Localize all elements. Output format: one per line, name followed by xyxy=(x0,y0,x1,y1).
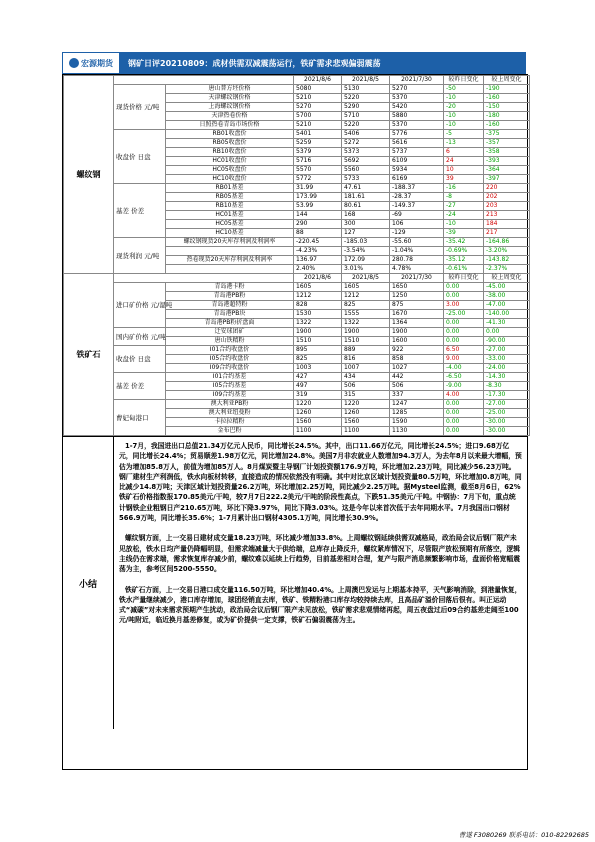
cell-value: 5370 xyxy=(390,94,444,103)
cell-value: 220 xyxy=(484,184,530,193)
cell-value: 5710 xyxy=(342,112,390,121)
date-header: 2021/8/5 xyxy=(342,76,390,85)
cell-value: -25.00 xyxy=(484,409,530,418)
cell-value: 203 xyxy=(484,202,530,211)
cell-value: 5272 xyxy=(342,139,390,148)
cell-value: -9.00 xyxy=(444,382,484,391)
row-name: 青岛港PB块 xyxy=(166,310,294,319)
row-name: 唐山普方坯价格 xyxy=(166,85,294,94)
table-row xyxy=(64,373,530,382)
cell-value: -45.00 xyxy=(484,283,530,292)
cell-value: -50 xyxy=(444,85,484,94)
row-name: 青岛港卡粉 xyxy=(166,283,294,292)
cell-value: 88 xyxy=(294,229,342,238)
cell-value: 1364 xyxy=(390,319,444,328)
cell-value: 5570 xyxy=(294,166,342,175)
table-row xyxy=(64,238,530,247)
row-name: I09合约基差 xyxy=(166,391,294,400)
table-row xyxy=(64,328,530,337)
row-name xyxy=(166,265,294,274)
cell-value: 0.00 xyxy=(444,292,484,301)
cell-value: 106 xyxy=(390,220,444,229)
cell-value: -190 xyxy=(484,85,530,94)
cell-value: 427 xyxy=(294,373,342,382)
cell-value: 1605 xyxy=(342,283,390,292)
table-row xyxy=(64,130,530,139)
cell-value: 290 xyxy=(294,220,342,229)
cell-value: 1650 xyxy=(390,283,444,292)
group-label: 基差 价差 xyxy=(114,184,166,238)
cell-value: 816 xyxy=(342,355,390,364)
cell-value: 1322 xyxy=(294,319,342,328)
cell-value: -4.00 xyxy=(444,364,484,373)
cell-value: 217 xyxy=(484,229,530,238)
cell-value: -69 xyxy=(390,211,444,220)
cell-value: -10 xyxy=(444,220,484,229)
cell-value: 0.00 xyxy=(444,427,484,436)
date-header: 较上周变化 xyxy=(484,76,530,85)
cell-value: -143.82 xyxy=(484,256,530,265)
cell-value: -28.37 xyxy=(390,193,444,202)
cell-value: 1900 xyxy=(294,328,342,337)
cell-value: -38.00 xyxy=(484,292,530,301)
row-name: 澳大利亚纽曼粉 xyxy=(166,409,294,418)
date-header: 较昨日变化 xyxy=(444,274,484,283)
row-name: 日照热卷青岛市场价格 xyxy=(166,121,294,130)
cell-value: 1212 xyxy=(342,292,390,301)
cell-value: -55.60 xyxy=(390,238,444,247)
header-blank xyxy=(114,76,294,85)
cell-value: 1600 xyxy=(390,337,444,346)
cell-value: -149.37 xyxy=(390,202,444,211)
row-name: 青岛港PB粉 xyxy=(166,292,294,301)
cell-value: 5420 xyxy=(390,103,444,112)
cell-value: -27 xyxy=(444,202,484,211)
cell-value: 5776 xyxy=(390,130,444,139)
cell-value: 39 xyxy=(444,175,484,184)
cell-value: 144 xyxy=(294,211,342,220)
footer-contact: 曹遂 F3080269 联系电话：010-82292685 xyxy=(458,831,589,839)
row-name: 金布巴粉 xyxy=(166,427,294,436)
cell-value: -2.37% xyxy=(484,265,530,274)
row-name: I09合约收盘价 xyxy=(166,364,294,373)
price-table xyxy=(63,75,530,436)
date-header: 2021/7/30 xyxy=(390,274,444,283)
row-name: 螺纹钢现货20天库存利润及利润率 xyxy=(166,238,294,247)
cell-value: -8 xyxy=(444,193,484,202)
cell-value: 5692 xyxy=(342,157,390,166)
cell-value: 5616 xyxy=(390,139,444,148)
cell-value: 5560 xyxy=(342,166,390,175)
group-label: 曹妃甸港口 xyxy=(114,400,166,436)
cell-value: 3.01% xyxy=(342,265,390,274)
row-name: 卡拉拉精粉 xyxy=(166,418,294,427)
cell-value: -188.37 xyxy=(390,184,444,193)
cell-value: 1100 xyxy=(342,427,390,436)
row-name: RB10基差 xyxy=(166,202,294,211)
cell-value: 202 xyxy=(484,193,530,202)
cell-value: 181.61 xyxy=(342,193,390,202)
cell-value: -30.00 xyxy=(484,427,530,436)
cell-value: -150 xyxy=(484,103,530,112)
cell-value: 0.00 xyxy=(444,337,484,346)
cell-value: 434 xyxy=(342,373,390,382)
cell-value: -1.04% xyxy=(390,247,444,256)
cell-value: 5379 xyxy=(294,148,342,157)
cell-value: 1007 xyxy=(342,364,390,373)
cell-value: -35.12 xyxy=(444,256,484,265)
cell-value: 300 xyxy=(342,220,390,229)
cell-value: 895 xyxy=(294,346,342,355)
summary-paragraph-macro: 1-7月，我国进出口总值21.34万亿元人民币，同比增长24.5%。其中，出口11.66万亿元，同比增长24.5%；进口9.68万亿元，同比增长24.4%；贸易顺差1.98万亿元，同比增加24.8%。美国7月非农就业人数增加94.3万人，为去年8月以来最大增幅，预估为增加85.8万人，前值为增加85万人。8月煤炭暨主导钢厂计划投资额176.9万吨，环比增加2.23万吨，同比减少56.23万吨。钢厂建材生产利润低，铁水向板材转移，直接造成的情况依然没有明确。其中对比京区域计划投资量80.5万吨，环比增加0.8万吨，同比减少14.8万吨；天津区域计划投资量26.2万吨，环比增加2.25万吨，同比减少2.25万吨。据Mysteel监测，截至8月6日，62%铁矿石价格指数报170.85美元/干吨，较7月7日222.2美元/干吨的阶段性高点，下跌51.35美元/干吨。中钢协：7月下旬，重点统计钢铁企业粗钢日产210.65万吨，环比下降3.97%，同比下降3.03%。这是今年以来首次低于去年同期水平。7月我国出口钢材566.9万吨，同比增长35.6%；1-7月累计出口钢材4305.1万吨，同比增长30.9%。 xyxy=(119,442,522,523)
cell-value: 173.99 xyxy=(294,193,342,202)
row-name: 天津热卷价格 xyxy=(166,112,294,121)
row-name: I01合约收盘价 xyxy=(166,346,294,355)
cell-value: -10 xyxy=(444,121,484,130)
cell-value: -160 xyxy=(484,121,530,130)
summary-paragraph-rebar: 螺纹钢方面，上一交易日建材成交量18.23万吨，环比减少增加33.8%。上周螺纹钢延续供需双减格局，政治局会议后钢厂限产未见放松，铁水日均产量仍降幅明显，但需求端减量大于供给端，总库存止降反升，螺纹紧库情况下，尽管限产放松预期有所落空，逻辑主线仍在需求端，需求恢复库存减少前，螺纹难以延续上行趋势，目前基差相对合理，复产与限产消息频繁影响市场，盘面价格宽幅震荡为主，参考区间5200-5550。 xyxy=(119,534,521,574)
table-row xyxy=(64,346,530,355)
cell-value: 6.50 xyxy=(444,346,484,355)
cell-value: -164.86 xyxy=(484,238,530,247)
cell-value: -33.00 xyxy=(484,355,530,364)
date-header-row xyxy=(64,274,530,283)
cell-value: 184 xyxy=(484,220,530,229)
cell-value: 1555 xyxy=(342,310,390,319)
cell-value: 0.00 xyxy=(444,328,484,337)
date-header: 2021/7/30 xyxy=(390,76,444,85)
cell-value: 5270 xyxy=(294,103,342,112)
cell-value: -3.54% xyxy=(342,247,390,256)
cell-value: 497 xyxy=(294,382,342,391)
cell-value: 9.00 xyxy=(444,355,484,364)
cell-value: 875 xyxy=(390,301,444,310)
cell-value: -8.30 xyxy=(484,382,530,391)
row-name: RB10收盘价 xyxy=(166,148,294,157)
cell-value: -393 xyxy=(484,157,530,166)
cell-value: 1130 xyxy=(390,427,444,436)
cell-value: 5934 xyxy=(390,166,444,175)
cell-value: 0.00 xyxy=(444,409,484,418)
cell-value: 5370 xyxy=(390,121,444,130)
cell-value: 1605 xyxy=(294,283,342,292)
summary-label: 小结 xyxy=(63,437,114,729)
cell-value: -0.69% xyxy=(444,247,484,256)
cell-value: -24 xyxy=(444,211,484,220)
cell-value: -47.00 xyxy=(484,301,530,310)
table-row xyxy=(64,85,530,94)
cell-value: 53.99 xyxy=(294,202,342,211)
cell-value: 506 xyxy=(342,382,390,391)
cell-value: 5290 xyxy=(342,103,390,112)
cell-value: 5080 xyxy=(294,85,342,94)
cell-value: 1560 xyxy=(294,418,342,427)
cell-value: -375 xyxy=(484,130,530,139)
cell-value: 5210 xyxy=(294,121,342,130)
cell-value: 213 xyxy=(484,211,530,220)
cell-value: 31.99 xyxy=(294,184,342,193)
date-header: 2021/8/6 xyxy=(294,274,342,283)
cell-value: 319 xyxy=(294,391,342,400)
cell-value: -30.00 xyxy=(484,418,530,427)
cell-value: 1247 xyxy=(390,400,444,409)
report-body xyxy=(62,74,528,770)
group-label: 现货利润 元/吨 xyxy=(114,238,166,274)
cell-value: -364 xyxy=(484,166,530,175)
date-header: 2021/8/6 xyxy=(294,76,342,85)
cell-value: 337 xyxy=(390,391,444,400)
cell-value: 1003 xyxy=(294,364,342,373)
cell-value: 6 xyxy=(444,148,484,157)
cell-value: -27.00 xyxy=(484,346,530,355)
cell-value: -10 xyxy=(444,112,484,121)
cell-value: 825 xyxy=(342,301,390,310)
cell-value: 0.00 xyxy=(444,319,484,328)
cell-value: 858 xyxy=(390,355,444,364)
cell-value: -357 xyxy=(484,139,530,148)
group-label: 基差 价差 xyxy=(114,373,166,400)
cell-value: 889 xyxy=(342,346,390,355)
row-name: RB01基差 xyxy=(166,184,294,193)
cell-value: -35.42 xyxy=(444,238,484,247)
cell-value: 828 xyxy=(294,301,342,310)
cell-value: -358 xyxy=(484,148,530,157)
cell-value: 5270 xyxy=(390,85,444,94)
date-header-row xyxy=(64,76,530,85)
cell-value: -0.61% xyxy=(444,265,484,274)
cell-value: 5220 xyxy=(342,94,390,103)
date-header: 较昨日变化 xyxy=(444,76,484,85)
cell-value: 825 xyxy=(294,355,342,364)
row-name: 迁安球团矿 xyxy=(166,328,294,337)
cell-value: -13 xyxy=(444,139,484,148)
cell-value: 0.00 xyxy=(444,400,484,409)
cell-value: 127 xyxy=(342,229,390,238)
row-name: RB05基差 xyxy=(166,193,294,202)
cell-value: 136.97 xyxy=(294,256,342,265)
cell-value: 5716 xyxy=(294,157,342,166)
cell-value: 1250 xyxy=(390,292,444,301)
cell-value: 0.00 xyxy=(484,328,530,337)
cell-value: 1212 xyxy=(294,292,342,301)
cell-value: -160 xyxy=(484,94,530,103)
cell-value: -16 xyxy=(444,184,484,193)
group-label: 进口矿价格 元/湿吨 xyxy=(114,283,166,328)
row-name xyxy=(166,247,294,256)
cell-value: -140.00 xyxy=(484,310,530,319)
table-row xyxy=(64,184,530,193)
cell-value: 1260 xyxy=(342,409,390,418)
row-name: 天津螺纹钢价格 xyxy=(166,94,294,103)
cell-value: 5880 xyxy=(390,112,444,121)
cell-value: 1285 xyxy=(390,409,444,418)
cell-value: 922 xyxy=(390,346,444,355)
row-name: RB01收盘价 xyxy=(166,130,294,139)
company-logo xyxy=(62,52,120,74)
cell-value: 1220 xyxy=(294,400,342,409)
cell-value: -10 xyxy=(444,94,484,103)
cell-value: -41.30 xyxy=(484,319,530,328)
cell-value: -90.00 xyxy=(484,337,530,346)
cell-value: -185.03 xyxy=(342,238,390,247)
cell-value: 3.00 xyxy=(444,301,484,310)
summary-text xyxy=(114,437,527,729)
cell-value: 1027 xyxy=(390,364,444,373)
group-label: 现货价格 元/吨 xyxy=(114,85,166,130)
cell-value: -397 xyxy=(484,175,530,184)
row-name: I05合约收盘价 xyxy=(166,355,294,364)
cell-value: -3.20% xyxy=(484,247,530,256)
cell-value: 5220 xyxy=(342,121,390,130)
row-name: HC10收盘价 xyxy=(166,175,294,184)
cell-value: 1670 xyxy=(390,310,444,319)
cell-value: 5772 xyxy=(294,175,342,184)
row-name: 热卷现货20天库存利润及利润率 xyxy=(166,256,294,265)
cell-value: 5733 xyxy=(342,175,390,184)
cell-value: 1260 xyxy=(294,409,342,418)
cell-value: 1322 xyxy=(342,319,390,328)
cell-value: 1590 xyxy=(390,418,444,427)
cell-value: 1560 xyxy=(342,418,390,427)
row-name: I05合约基差 xyxy=(166,382,294,391)
table-row xyxy=(64,283,530,292)
cell-value: 1510 xyxy=(342,337,390,346)
cell-value: 1530 xyxy=(294,310,342,319)
cell-value: 10 xyxy=(444,166,484,175)
header-blank xyxy=(114,274,294,283)
logo-mark-icon xyxy=(69,58,79,68)
cell-value: 5373 xyxy=(342,148,390,157)
cell-value: 5700 xyxy=(294,112,342,121)
cell-value: 1900 xyxy=(342,328,390,337)
cell-value: -14.30 xyxy=(484,373,530,382)
cell-value: 168 xyxy=(342,211,390,220)
cell-value: 0.00 xyxy=(444,283,484,292)
row-name: 青岛港PB粉折盘面 xyxy=(166,319,294,328)
report-header xyxy=(62,52,526,74)
table-row xyxy=(64,400,530,409)
cell-value: -6.50 xyxy=(444,373,484,382)
cell-value: -25.00 xyxy=(444,310,484,319)
cell-value: -5 xyxy=(444,130,484,139)
row-name: HC01收盘价 xyxy=(166,157,294,166)
cell-value: 1220 xyxy=(342,400,390,409)
cell-value: 6109 xyxy=(390,157,444,166)
row-name: 上海螺纹钢价格 xyxy=(166,103,294,112)
row-name: I01合约基差 xyxy=(166,373,294,382)
cell-value: 2.40% xyxy=(294,265,342,274)
row-name: 青岛港超特粉 xyxy=(166,301,294,310)
group-label: 收盘价 日盘 xyxy=(114,346,166,373)
cell-value: 5406 xyxy=(342,130,390,139)
row-name: HC01基差 xyxy=(166,211,294,220)
group-label: 收盘价 日盘 xyxy=(114,130,166,184)
cell-value: 5401 xyxy=(294,130,342,139)
row-name: 澳大利亚PB粉 xyxy=(166,400,294,409)
cell-value: 1100 xyxy=(294,427,342,436)
cell-value: -220.45 xyxy=(294,238,342,247)
row-name: HC05收盘价 xyxy=(166,166,294,175)
cell-value: 172.09 xyxy=(342,256,390,265)
date-header: 较上周变化 xyxy=(484,274,530,283)
cell-value: -129 xyxy=(390,229,444,238)
section-label-rebar: 螺纹钢 xyxy=(64,76,114,274)
date-header: 2021/8/5 xyxy=(342,274,390,283)
row-name: HC05基差 xyxy=(166,220,294,229)
cell-value: 6169 xyxy=(390,175,444,184)
cell-value: 1900 xyxy=(390,328,444,337)
cell-value: 5737 xyxy=(390,148,444,157)
cell-value: 5210 xyxy=(294,94,342,103)
cell-value: 506 xyxy=(390,382,444,391)
cell-value: 5259 xyxy=(294,139,342,148)
cell-value: 4.00 xyxy=(444,391,484,400)
group-label: 国内矿价格 元/吨 xyxy=(114,328,166,346)
cell-value: -17.30 xyxy=(484,391,530,400)
cell-value: 80.61 xyxy=(342,202,390,211)
cell-value: 5130 xyxy=(342,85,390,94)
cell-value: 24 xyxy=(444,157,484,166)
cell-value: -24.00 xyxy=(484,364,530,373)
cell-value: 0.00 xyxy=(444,418,484,427)
cell-value: 47.61 xyxy=(342,184,390,193)
cell-value: 280.78 xyxy=(390,256,444,265)
cell-value: 315 xyxy=(342,391,390,400)
cell-value: -180 xyxy=(484,112,530,121)
row-name: 唐山铁精粉 xyxy=(166,337,294,346)
section-label-iron_ore: 铁矿石 xyxy=(64,274,114,436)
row-name: RB05收盘价 xyxy=(166,139,294,148)
cell-value: 1510 xyxy=(294,337,342,346)
report-title: 钢矿日评20210809：成材供需双减震荡运行，铁矿需求悲观偏弱震荡 xyxy=(128,58,381,68)
logo-text: 宏源期货 xyxy=(81,58,113,68)
row-name: HC10基差 xyxy=(166,229,294,238)
summary-section xyxy=(63,436,527,729)
cell-value: 442 xyxy=(390,373,444,382)
cell-value: -20 xyxy=(444,103,484,112)
cell-value: -27.00 xyxy=(484,400,530,409)
summary-paragraph-iron-ore: 铁矿石方面，上一交易日港口成交量116.50万吨，环比增加40.4%。上周澳巴发运与上期基本持平，天气影响消除，到港量恢复，铁水产量继续减少，港口库存增加，球团经销直去库，铁矿、铁精粉港口库存均较持续去库，且高品矿溢价回落后很有。叫正运动式“减碳”对未来需求预期产生扰动，政治局会议后钢厂限产未见放松，铁矿需求悲观情绪再起，周五夜盘过后09合约基差走阔至100元/吨附近，临近换月基差修复，或为矿价提供一定支撑，铁矿石偏弱震荡为主。 xyxy=(119,585,522,625)
cell-value: -39 xyxy=(444,229,484,238)
cell-value: 4.78% xyxy=(390,265,444,274)
cell-value: -4.23% xyxy=(294,247,342,256)
